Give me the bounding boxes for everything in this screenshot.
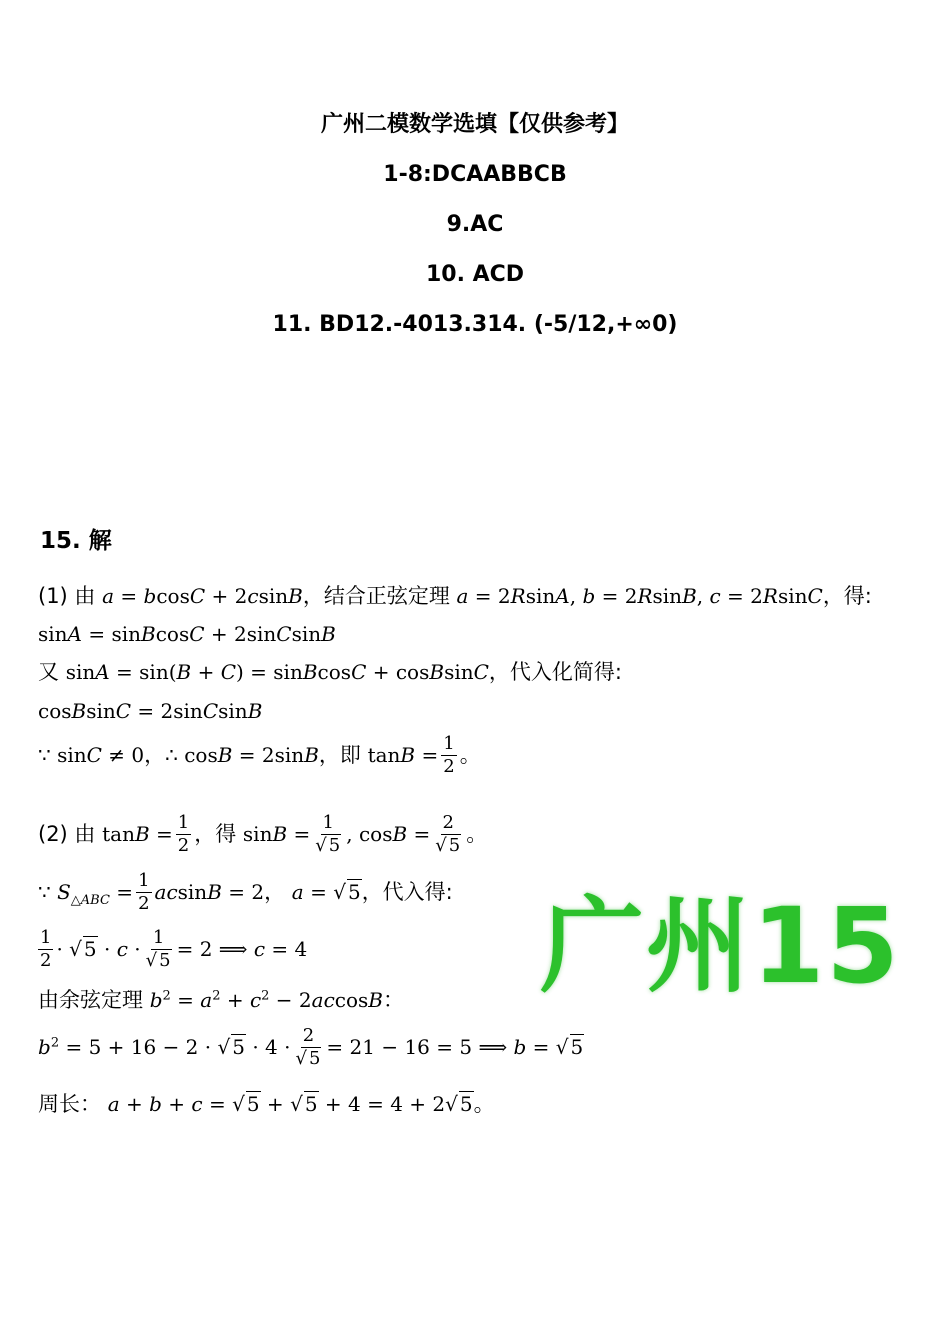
formula: a = √ 5 [291,880,361,904]
text: ，即 [318,743,361,767]
formula: cosBsinC = 2sinCsinB [38,699,263,723]
text: ，得: [822,584,872,608]
part2-line3 [38,922,307,976]
part2-line4 [38,986,404,1014]
formula: · √ 5 · c · [56,937,141,961]
fraction: $\frac{2}{√ 5}$ [295,1024,321,1069]
text: ，代入得: [361,880,453,904]
formula: sinA = sinBcosC + 2sinCsinB [38,622,336,646]
formula: ∵ sinC ≠ 0 [38,743,145,767]
text: ： [383,988,404,1012]
formula: ∴ cosB = 2sinB [165,743,319,767]
text: ， [264,880,286,904]
part1-line4 [38,697,262,725]
part2-line2 [38,866,453,918]
text: 。 [459,743,481,767]
fraction: $\frac{2}{√ 5}$ [435,811,461,856]
formula: a = 2RsinA, b = 2RsinB, c = 2RsinC [456,584,823,608]
text: 。 [473,1092,495,1116]
formula: sinA = sin(B + C) = sinBcosC + cosBsinC [65,660,489,684]
part2-label: (2) 由 [38,822,96,846]
formula: $b^2 = a^2 + c^2 - 2accosB$ [149,988,383,1012]
part2-line6 [38,1090,495,1118]
text: ，代入化简得: [488,660,622,684]
answers-11-14: 11. BD12.-4013.314. (-5/12,+∞0) [272,312,678,337]
text: ，结合正弦定理 [302,584,450,608]
answers-10: 10. ACD [425,262,525,287]
text: 又 [38,660,59,684]
answers-1-8: 1-8:DCAABBCB [383,162,567,187]
formula: acsinB = 2 [154,880,265,904]
formula: , cosB = [346,822,431,846]
text: ，得 [194,822,237,846]
fraction: $\frac{1}{2}$ [177,811,190,856]
formula: a + b + c = √ 5 + √ 5 + 4 = 4 + 2√ 5 [107,1092,473,1116]
formula: tanB = [367,743,439,767]
part1-line1 [38,582,872,610]
text: 周长： [38,1092,101,1116]
formula: = 21 − 16 = 5 ⟹ b = √ 5 [326,1035,584,1059]
formula: $b^2 = 5 + 16 - 2$ · √ 5 · 4 · [38,1035,291,1059]
text: 由余弦定理 [38,988,143,1012]
watermark: 广州15 [540,885,901,1007]
part2-line5 [38,1020,584,1074]
fraction: $\frac{1}{2}$ [138,869,150,914]
part2-line1 [38,806,487,862]
formula: = 2 ⟹ c = 4 [176,937,308,961]
formula: ∵ $S_{\triangle ABC}$ = [38,880,134,908]
fraction: $\frac{1}{2}$ [40,926,52,971]
answers-9: 9.AC [446,212,504,237]
part1-line3 [38,658,622,686]
fraction: $\frac{1}{2}$ [443,732,455,777]
part1-line2 [38,620,336,648]
formula: sinB = [242,822,311,846]
part1-label: (1) 由 [38,584,96,608]
text: 。 [466,822,488,846]
formula: tanB = [102,822,173,846]
solution-title: 15. 解 [40,528,112,554]
text: ， [144,743,166,767]
formula: a = bcosC + 2csinB [102,584,303,608]
fraction: $\frac{1}{√ 5}$ [145,926,171,971]
page-title: 广州二模数学选填【仅供参考】 [320,112,629,137]
part1-line5 [38,730,481,780]
fraction: $\frac{1}{√ 5}$ [315,811,341,856]
